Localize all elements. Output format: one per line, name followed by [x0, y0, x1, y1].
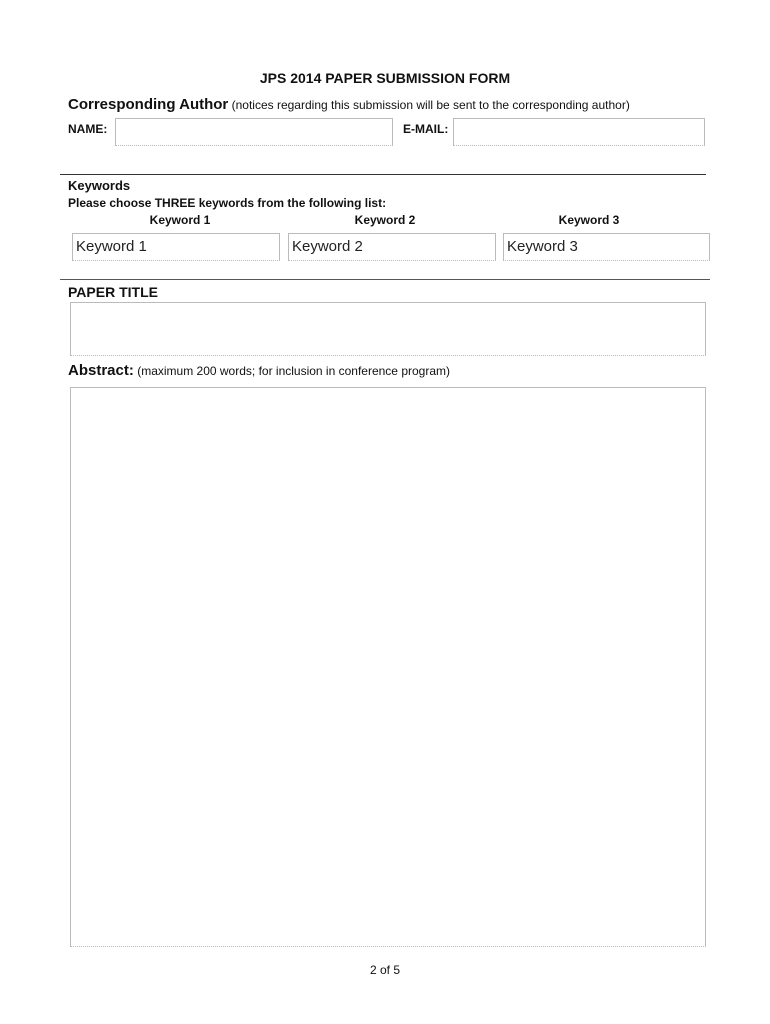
keywords-heading: Keywords: [68, 178, 131, 193]
keyword-2-header: Keyword 2: [354, 213, 416, 227]
page-number: 2 of 5: [369, 963, 401, 977]
name-field[interactable]: [115, 118, 393, 146]
keyword-2-select[interactable]: Keyword 2: [288, 233, 496, 261]
email-field[interactable]: [453, 118, 705, 146]
keyword-1-header: Keyword 1: [149, 213, 211, 227]
author-note: (notices regarding this submission will be sent to the corresponding author): [231, 98, 630, 112]
keywords-instruction: Please choose THREE keywords from the following list:: [68, 196, 387, 210]
abstract-label: Abstract:: [68, 362, 134, 379]
divider: [60, 279, 710, 280]
keyword-3-header: Keyword 3: [558, 213, 620, 227]
abstract-note: (maximum 200 words; for inclusion in conference program): [137, 364, 450, 378]
abstract-heading: [68, 362, 450, 379]
abstract-field[interactable]: [70, 387, 706, 947]
divider: [60, 174, 706, 175]
paper-title-field[interactable]: [70, 302, 706, 356]
author-heading: Corresponding Author: [68, 96, 229, 113]
keyword-1-select[interactable]: Keyword 1: [72, 233, 280, 261]
keyword-3-select[interactable]: Keyword 3: [503, 233, 710, 261]
email-label: E-MAIL:: [403, 122, 449, 136]
name-label: NAME:: [68, 122, 108, 136]
paper-title-label: PAPER TITLE: [68, 284, 158, 300]
corresponding-author-heading: [68, 96, 630, 113]
form-title: JPS 2014 PAPER SUBMISSION FORM: [259, 70, 511, 86]
